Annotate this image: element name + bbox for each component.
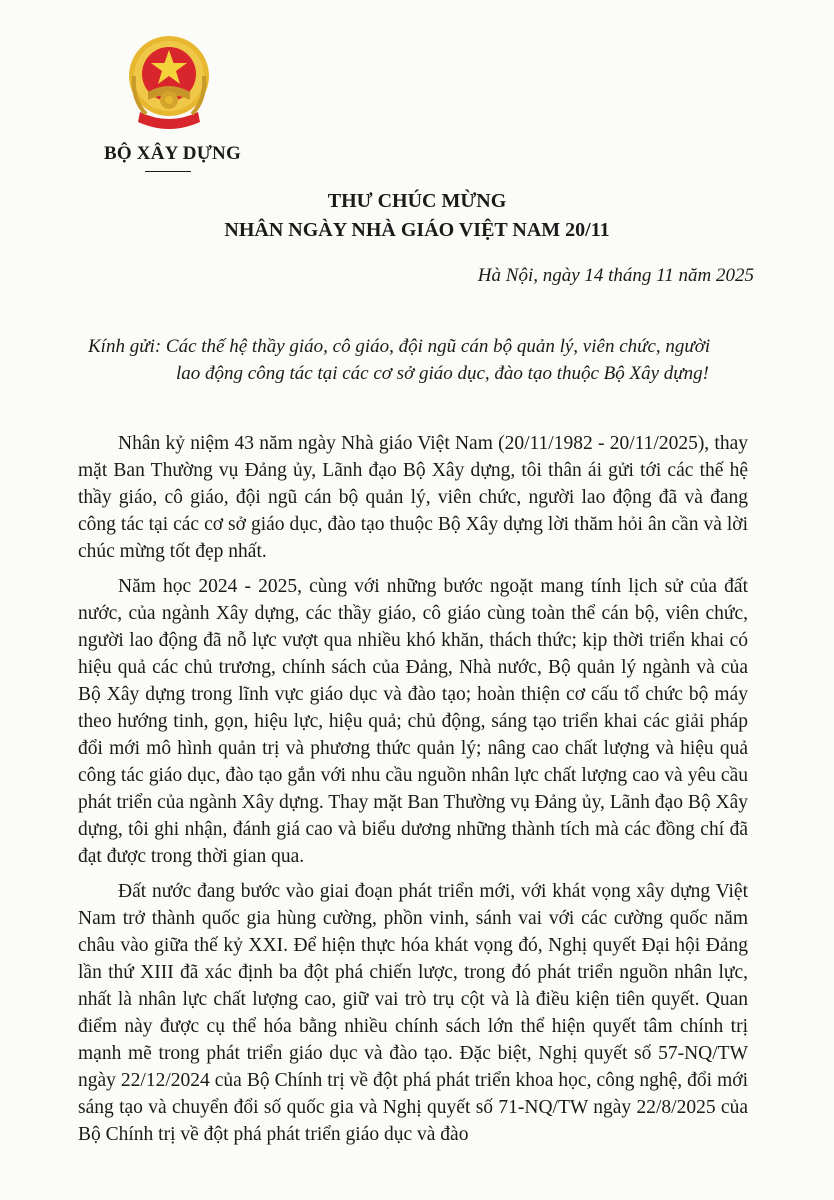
recipient-block xyxy=(88,333,788,387)
letter-date: Hà Nội, ngày 14 tháng 11 năm 2025 xyxy=(477,265,754,286)
recipient-line-2: lao động công tác tại các cơ sở giáo dục, đào tạo thuộc Bộ Xây dựng! xyxy=(176,363,709,384)
letter-title: THƯ CHÚC MỪNG xyxy=(327,190,507,212)
recipient-label: Kính gửi: xyxy=(88,336,162,357)
paragraph: Năm học 2024 - 2025, cùng với những bước ngoặt mang tính lịch sử của đất nước, của ngành Xây dựng, các thầy giáo, cô giáo cùng toàn thể cán bộ, viên chức, người lao động đã nỗ lực vượt qua nhiều khó khăn, thách thức; kịp thời triển khai có hiệu quả các chủ trương, chính sách của Đảng, Nhà nước, Bộ quản lý ngành và của Bộ Xây dựng trong lĩnh vực giáo dục và đào tạo; hoàn thiện cơ cấu tổ chức bộ máy theo hướng tinh, gọn, hiệu lực, hiệu quả; chủ động, sáng tạo triển khai các giải pháp đổi mới mô hình quản trị và phương thức quản lý; nâng cao chất lượng và hiệu quả công tác giáo dục, đào tạo gắn với nhu cầu nguồn nhân lực chất lượng cao và yêu cầu phát triển của ngành Xây dựng. Thay mặt Ban Thường vụ Đảng ủy, Lãnh đạo Bộ Xây dựng, tôi ghi nhận, đánh giá cao và biểu dương những thành tích mà các đồng chí đã đạt được trong thời gian qua. xyxy=(78,576,748,867)
organization-name: BỘ XÂY DỰNG xyxy=(104,143,241,164)
national-emblem-icon xyxy=(126,30,212,140)
recipient-line-1: Các thế hệ thầy giáo, cô giáo, đội ngũ cán bộ quản lý, viên chức, người xyxy=(165,336,711,357)
letter-body xyxy=(78,430,748,1156)
paragraph: Đất nước đang bước vào giai đoạn phát triển mới, với khát vọng xây dựng Việt Nam trở thành quốc gia hùng cường, phồn vinh, sánh vai với các cường quốc năm châu vào giữa thế kỷ XXI. Để hiện thực hóa khát vọng đó, Nghị quyết Đại hội Đảng lần thứ XIII đã xác định ba đột phá chiến lược, trong đó phát triển nguồn nhân lực, nhất là nhân lực chất lượng cao, giữ vai trò trụ cột và là điều kiện tiên quyết. Quan điểm này được cụ thể hóa bằng nhiều chính sách lớn thể hiện quyết tâm chính trị mạnh mẽ trong phát triển giáo dục và đào tạo. Đặc biệt, Nghị quyết số 57-NQ/TW ngày 22/12/2024 của Bộ Chính trị về đột phá phát triển khoa học, công nghệ, đổi mới sáng tạo và chuyển đổi số quốc gia và Nghị quyết số 71-NQ/TW ngày 22/8/2025 của Bộ Chính trị về đột phá phát triển giáo dục và đào xyxy=(78,881,748,1145)
letter-subtitle: NHÂN NGÀY NHÀ GIÁO VIỆT NAM 20/11 xyxy=(224,219,610,241)
organization-underline xyxy=(145,171,191,172)
paragraph: Nhân kỷ niệm 43 năm ngày Nhà giáo Việt Nam (20/11/1982 - 20/11/2025), thay mặt Ban Thường vụ Đảng ủy, Lãnh đạo Bộ Xây dựng, tôi thân ái gửi tới các thế hệ thầy giáo, cô giáo, đội ngũ cán bộ quản lý, viên chức, người lao động đã và đang công tác tại các cơ sở giáo dục, đào tạo thuộc Bộ Xây dựng lời thăm hỏi ân cần và lời chúc mừng tốt đẹp nhất. xyxy=(78,433,748,562)
